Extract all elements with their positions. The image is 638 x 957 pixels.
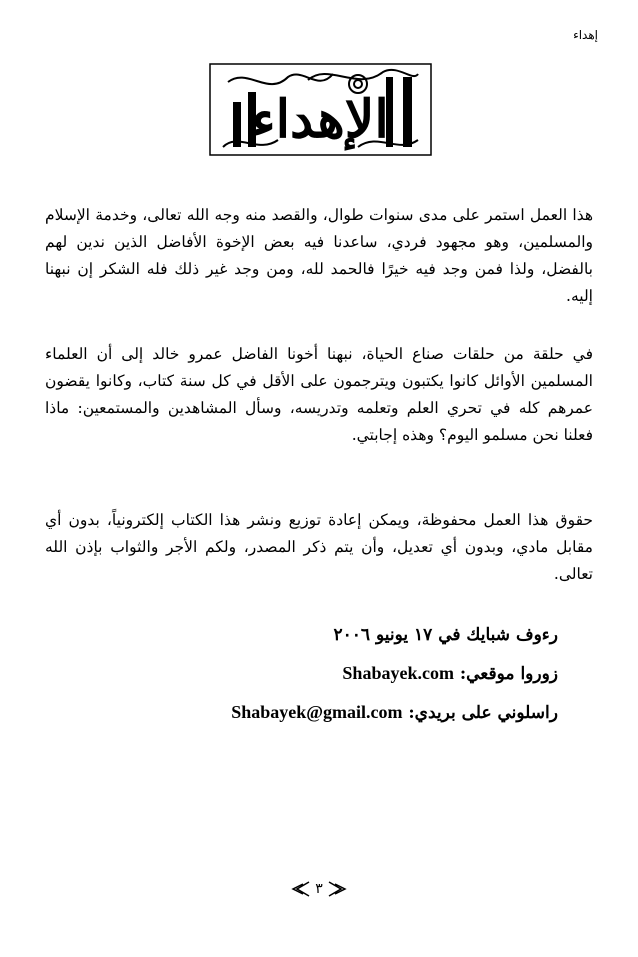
email-line	[231, 702, 558, 723]
title-text: الإهداء	[251, 89, 389, 150]
title-calligraphy	[208, 62, 433, 157]
page-number-value: ٣	[315, 881, 323, 897]
page-number	[0, 880, 638, 898]
website-label: زوروا موقعي:	[459, 664, 558, 684]
author-date-line: رءوف شبايك في ١٧ يونيو ٢٠٠٦	[333, 625, 558, 645]
running-header: إهداء	[573, 28, 598, 42]
dedication-paragraph: هذا العمل استمر على مدى سنوات طوال، والقصد منه وجه الله تعالى، وخدمة الإسلام والمسلمين، وهو مجهود فردي، ساعدنا فيه بعض الإخوة الأفاضل الذين ندين لهم بالفضل، ولذا فمن وجد فيه خيرًا فالحمد لله، ومن وجد غير ذلك فله الشكر إن نبهنا إليه.	[45, 206, 593, 305]
website-link[interactable]: Shabayek.com	[342, 663, 454, 683]
ornament-right-icon	[327, 880, 349, 898]
website-line	[342, 663, 558, 684]
motivation-paragraph: في حلقة من حلقات صناع الحياة، نبهنا أخونا الفاضل عمرو خالد إلى أن العلماء المسلمين الأوائل كانوا يكتبون ويترجمون على الأقل في كل سنة كتاب، وكانوا يقضون عمرهم كله في تحري العلم وتعلمه وتدريسه، وسأل المشاهدين والمستمعين: ماذا فعلنا نحن مسلمو اليوم؟ وهذه إجابتي.	[45, 345, 593, 444]
rights-paragraph: حقوق هذا العمل محفوظة، ويمكن إعادة توزيع ونشر هذا الكتاب إلكترونياً، بدون أي مقابل مادي، وبدون أي تعديل، وأن يتم ذكر المصدر، ولكم الأجر والثواب بإذن الله تعالى.	[45, 511, 593, 583]
email-label: راسلوني على بريدي:	[408, 703, 558, 723]
email-link[interactable]: Shabayek@gmail.com	[231, 702, 403, 722]
ornament-left-icon	[289, 880, 311, 898]
